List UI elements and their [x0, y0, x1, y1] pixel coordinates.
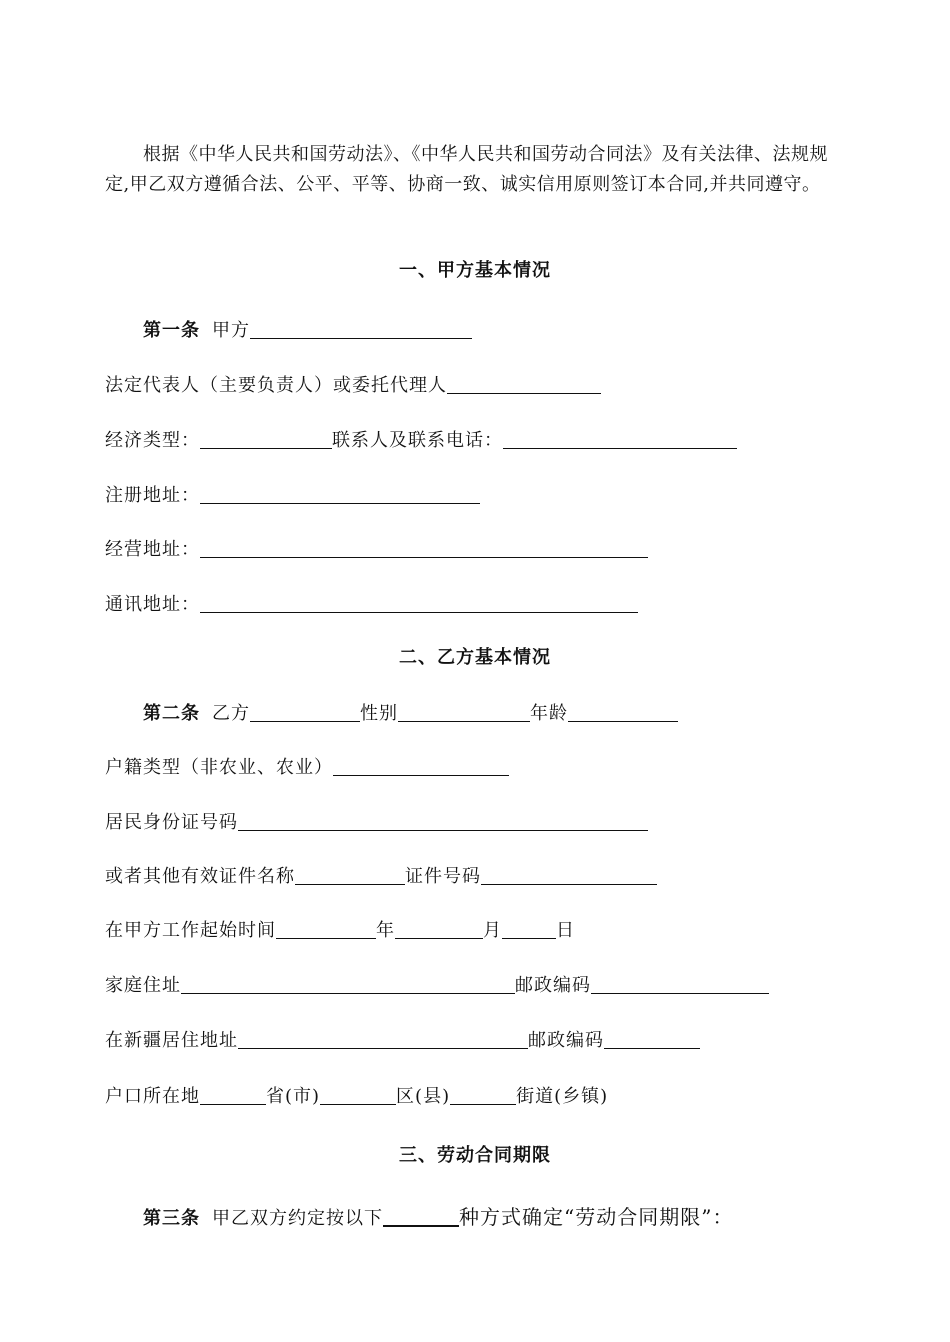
- cert-number-field[interactable]: [481, 864, 657, 885]
- other-id-name-field[interactable]: [295, 864, 405, 885]
- article-2-label: 第二条: [143, 703, 200, 724]
- section-3-heading: 三、劳动合同期限: [399, 1145, 551, 1166]
- hukou-type-field[interactable]: [333, 755, 509, 776]
- biz-addr-field[interactable]: [200, 537, 648, 558]
- biz-addr-label: 经营地址：: [105, 539, 200, 560]
- intro-text: 根据《中华人民共和国劳动法》、《中华人民共和国劳动合同法》及有关法律、法规规定,甲乙双方遵循合法、公平、平等、协商一致、诚实信用原则签订本合同,并共同遵守。: [105, 144, 828, 195]
- biz-addr-line: [105, 537, 648, 562]
- legal-rep-label: 法定代表人（主要负责人）或委托代理人: [105, 375, 447, 396]
- econ-type-label: 经济类型：: [105, 430, 200, 451]
- postcode2-label: 邮政编码: [528, 1030, 604, 1051]
- reg-addr-field[interactable]: [200, 483, 480, 504]
- hukou-type-line: [105, 755, 509, 780]
- party-b-field[interactable]: [250, 701, 360, 722]
- contact-field[interactable]: [503, 428, 737, 449]
- contact-label: 联系人及联系电话：: [332, 430, 503, 451]
- article-3-line: [143, 1205, 733, 1231]
- legal-rep-field[interactable]: [447, 373, 601, 394]
- start-year-field[interactable]: [276, 918, 376, 939]
- article-1-line: [143, 318, 472, 343]
- id-number-field[interactable]: [238, 810, 648, 831]
- party-a-label: 甲方: [212, 320, 250, 341]
- home-addr-line: [105, 973, 769, 998]
- mail-addr-field[interactable]: [200, 592, 638, 613]
- age-label: 年龄: [530, 703, 568, 724]
- legal-rep-line: [105, 373, 601, 398]
- day-label: 日: [556, 920, 575, 941]
- hukou-loc-line: [105, 1084, 608, 1109]
- article-1-label: 第一条: [143, 320, 200, 341]
- gender-label: 性别: [360, 703, 398, 724]
- econ-type-line: [105, 428, 737, 453]
- start-time-line: [105, 918, 575, 943]
- intro-paragraph: [105, 140, 845, 200]
- district-label: 区(县): [396, 1086, 451, 1107]
- province-field[interactable]: [200, 1084, 266, 1105]
- xj-postcode-field[interactable]: [604, 1028, 700, 1049]
- hukou-type-label: 户籍类型（非农业、农业）: [105, 757, 333, 778]
- article-3-text-before: 甲乙双方约定按以下: [212, 1208, 383, 1229]
- mail-addr-label: 通讯地址：: [105, 594, 200, 615]
- age-field[interactable]: [568, 701, 678, 722]
- postcode-label: 邮政编码: [515, 975, 591, 996]
- hukou-loc-label: 户口所在地: [105, 1086, 200, 1107]
- street-field[interactable]: [450, 1084, 516, 1105]
- econ-type-field[interactable]: [200, 428, 332, 449]
- section-2-heading: 二、乙方基本情况: [399, 647, 551, 668]
- home-addr-field[interactable]: [181, 973, 515, 994]
- cert-number-label: 证件号码: [405, 866, 481, 887]
- xj-addr-field[interactable]: [238, 1028, 528, 1049]
- gender-field[interactable]: [398, 701, 530, 722]
- article-3-text-after: 种方式确定“劳动合同期限”：: [459, 1205, 734, 1229]
- id-number-label: 居民身份证号码: [105, 812, 238, 833]
- xj-addr-line: [105, 1028, 700, 1053]
- other-id-name-label: 或者其他有效证件名称: [105, 866, 295, 887]
- start-time-label: 在甲方工作起始时间: [105, 920, 276, 941]
- term-method-field[interactable]: [383, 1205, 459, 1227]
- party-a-field[interactable]: [250, 318, 472, 339]
- month-label: 月: [483, 920, 502, 941]
- other-id-line: [105, 864, 657, 889]
- article-3-label: 第三条: [143, 1208, 200, 1229]
- mail-addr-line: [105, 592, 638, 617]
- party-b-label: 乙方: [212, 703, 250, 724]
- district-field[interactable]: [320, 1084, 396, 1105]
- year-label: 年: [376, 920, 395, 941]
- home-addr-label: 家庭住址: [105, 975, 181, 996]
- xj-addr-label: 在新疆居住地址: [105, 1030, 238, 1051]
- id-number-line: [105, 810, 648, 835]
- start-day-field[interactable]: [502, 918, 556, 939]
- province-label: 省(市): [266, 1086, 321, 1107]
- start-month-field[interactable]: [395, 918, 483, 939]
- street-label: 街道(乡镇): [516, 1086, 609, 1107]
- section-1-heading: 一、甲方基本情况: [399, 260, 551, 281]
- reg-addr-label: 注册地址：: [105, 485, 200, 506]
- article-2-line: [143, 701, 678, 726]
- reg-addr-line: [105, 483, 480, 508]
- home-postcode-field[interactable]: [591, 973, 769, 994]
